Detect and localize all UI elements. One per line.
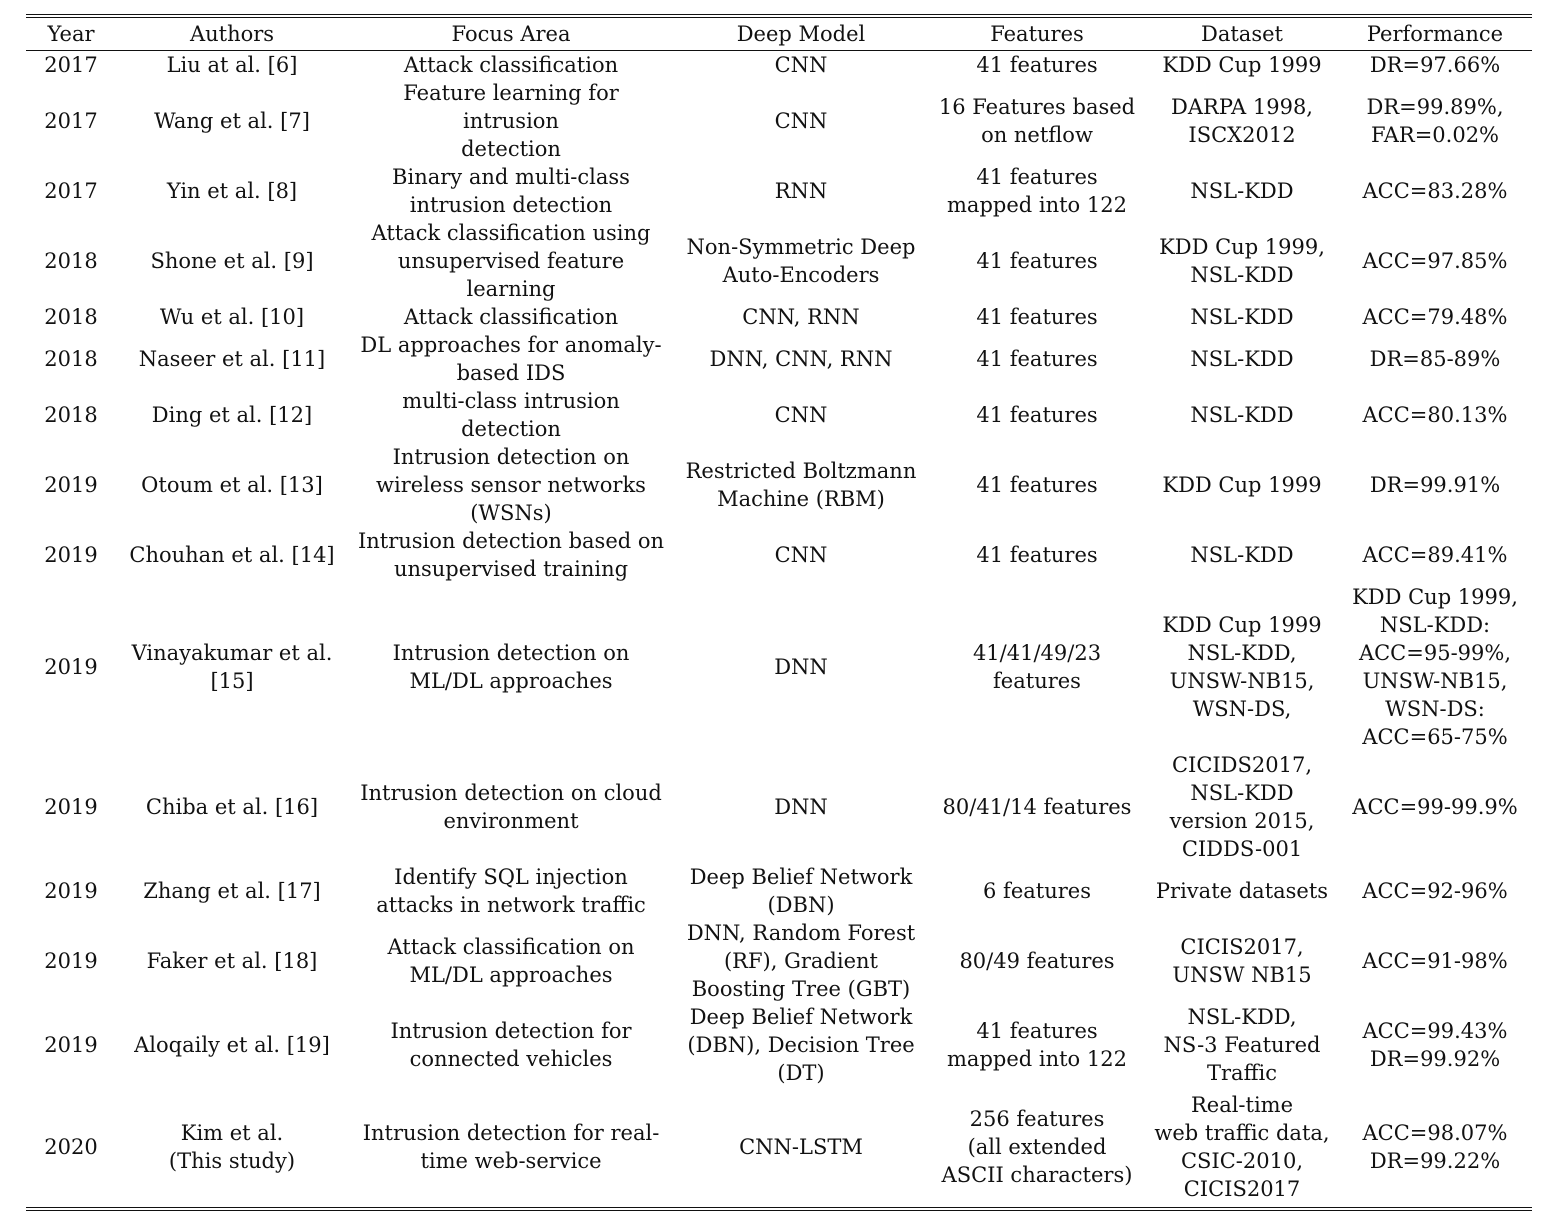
cell-year: 2017 [44, 109, 98, 133]
cell-authors: Yin et al. [8] [166, 179, 298, 203]
cell-authors: Liu at al. [6] [166, 53, 298, 77]
table-row [26, 79, 1532, 163]
cell-year: 2018 [44, 249, 98, 273]
cell-performance: DR=99.89%, FAR=0.02% [1366, 95, 1504, 147]
cell-performance: ACC=83.28% [1362, 179, 1508, 203]
cell-focus: Attack classification [403, 305, 619, 329]
cell-model: CNN [774, 543, 828, 567]
cell-dataset: KDD Cup 1999, NSL-KDD [1159, 235, 1325, 287]
cell-model: DNN [774, 795, 828, 819]
cell-year: 2019 [44, 949, 98, 973]
cell-year: 2019 [44, 879, 98, 903]
cell-features: 6 features [983, 879, 1091, 903]
cell-dataset: NSL-KDD [1190, 403, 1294, 427]
table-row [26, 303, 1532, 331]
cell-dataset: DARPA 1998, ISCX2012 [1171, 95, 1313, 147]
cell-model: Restricted Boltzmann Machine (RBM) [685, 459, 917, 511]
cell-model: Non-Symmetric Deep Auto-Encoders [686, 235, 916, 287]
table-row [26, 919, 1532, 1003]
table-row [26, 443, 1532, 527]
cell-performance: DR=85-89% [1369, 347, 1501, 371]
cell-dataset: NSL-KDD [1190, 179, 1294, 203]
cell-model: DNN, CNN, RNN [709, 347, 893, 371]
cell-dataset: NSL-KDD [1190, 305, 1294, 329]
cell-performance: DR=99.91% [1369, 473, 1501, 497]
cell-features: 41 features [976, 347, 1098, 371]
table-row [26, 583, 1532, 751]
cell-dataset: Real-time web traffic data, CSIC-2010, CICIS2017 [1154, 1093, 1330, 1201]
table-row [26, 51, 1532, 80]
cell-focus: Intrusion detection on wireless sensor networks (WSNs) [376, 445, 646, 525]
cell-year: 2019 [44, 543, 98, 567]
cell-performance: ACC=92-96% [1362, 879, 1508, 903]
cell-performance: ACC=79.48% [1362, 305, 1508, 329]
header-features: Features [990, 22, 1084, 46]
cell-dataset: NSL-KDD, NS-3 Featured Traffic [1163, 1005, 1321, 1085]
cell-authors: Chiba et al. [16] [145, 795, 319, 819]
bottom-rule [26, 1207, 1532, 1211]
cell-features: 41 features [976, 543, 1098, 567]
cell-focus: Attack classification using unsupervised feature learning [371, 221, 651, 301]
cell-performance: ACC=99-99.9% [1352, 795, 1518, 819]
cell-performance: ACC=98.07% DR=99.22% [1362, 1121, 1508, 1173]
cell-focus: DL approaches for anomaly- based IDS [360, 333, 662, 385]
cell-authors: Otoum et al. [13] [141, 473, 323, 497]
cell-features: 256 features (all extended ASCII characters) [941, 1107, 1133, 1187]
cell-focus: Attack classification on ML/DL approaches [387, 935, 635, 987]
cell-features: 41 features [976, 249, 1098, 273]
cell-model: DNN [774, 655, 828, 679]
cell-model: CNN, RNN [742, 305, 860, 329]
header-authors: Authors [189, 22, 275, 46]
table-row [26, 387, 1532, 443]
cell-focus: Attack classification [403, 53, 619, 77]
cell-focus: Intrusion detection for real- time web-service [362, 1121, 660, 1173]
cell-performance: ACC=80.13% [1362, 403, 1508, 427]
cell-focus: Binary and multi-class intrusion detection [392, 165, 630, 217]
cell-dataset: NSL-KDD [1190, 543, 1294, 567]
cell-authors: Wu et al. [10] [159, 305, 305, 329]
cell-dataset: Private datasets [1155, 879, 1329, 903]
cell-focus: multi-class intrusion detection [402, 389, 620, 441]
comparison-table-container [26, 14, 1532, 1211]
cell-dataset: CICIS2017, UNSW NB15 [1172, 935, 1312, 987]
cell-dataset: KDD Cup 1999 [1162, 53, 1322, 77]
cell-authors: Wang et al. [7] [154, 109, 310, 133]
cell-year: 2018 [44, 347, 98, 371]
cell-authors: Aloqaily et al. [19] [134, 1033, 330, 1057]
cell-dataset: CICIDS2017, NSL-KDD version 2015, CIDDS-001 [1169, 753, 1315, 861]
cell-dataset: KDD Cup 1999 NSL-KDD, UNSW-NB15, WSN-DS, [1162, 613, 1322, 721]
table-row [26, 163, 1532, 219]
table-row [26, 331, 1532, 387]
header-year: Year [47, 22, 95, 46]
cell-dataset: NSL-KDD [1190, 347, 1294, 371]
cell-model: CNN [774, 53, 828, 77]
cell-focus: Feature learning for intrusion detection [403, 81, 619, 161]
cell-year: 2017 [44, 179, 98, 203]
cell-authors: Vinayakumar et al. [15] [131, 641, 333, 693]
cell-focus: Identify SQL injection attacks in network traffic [376, 865, 646, 917]
cell-focus: Intrusion detection for connected vehicles [390, 1019, 632, 1071]
header-dataset: Dataset [1201, 22, 1283, 46]
cell-performance: DR=97.66% [1369, 53, 1501, 77]
cell-year: 2019 [44, 795, 98, 819]
cell-year: 2019 [44, 1033, 98, 1057]
cell-year: 2019 [44, 473, 98, 497]
cell-authors: Faker et al. [18] [146, 949, 318, 973]
cell-focus: Intrusion detection on ML/DL approaches [392, 641, 630, 693]
cell-model: Deep Belief Network (DBN), Decision Tree (DT) [687, 1005, 915, 1085]
cell-year: 2019 [44, 655, 98, 679]
cell-year: 2018 [44, 305, 98, 329]
cell-features: 41 features mapped into 122 [947, 165, 1127, 217]
cell-features: 41 features mapped into 122 [947, 1019, 1127, 1071]
cell-model: CNN [774, 109, 828, 133]
comparison-table [26, 18, 1532, 1207]
table-row [26, 751, 1532, 863]
table-row [26, 863, 1532, 919]
cell-year: 2017 [44, 53, 98, 77]
cell-model: CNN-LSTM [739, 1135, 863, 1159]
header-deep-model: Deep Model [736, 22, 866, 46]
table-row [26, 1003, 1532, 1087]
cell-features: 80/49 features [959, 949, 1115, 973]
cell-performance: ACC=91-98% [1362, 949, 1508, 973]
cell-authors: Kim et al. (This study) [168, 1121, 296, 1173]
cell-performance: ACC=89.41% [1362, 543, 1508, 567]
cell-model: CNN [774, 403, 828, 427]
cell-authors: Zhang et al. [17] [143, 879, 321, 903]
cell-performance: ACC=99.43% DR=99.92% [1362, 1019, 1508, 1071]
table-row [26, 527, 1532, 583]
cell-model: Deep Belief Network (DBN) [689, 865, 913, 917]
table-row [26, 219, 1532, 303]
cell-authors: Shone et al. [9] [150, 249, 314, 273]
cell-performance: ACC=97.85% [1362, 249, 1508, 273]
cell-features: 41 features [976, 53, 1098, 77]
cell-authors: Ding et al. [12] [151, 403, 313, 427]
cell-model: DNN, Random Forest (RF), Gradient Boosting Tree (GBT) [686, 921, 916, 1001]
header-focus-area: Focus Area [451, 22, 571, 46]
cell-year: 2020 [44, 1135, 98, 1159]
cell-features: 16 Features based on netflow [938, 95, 1136, 147]
cell-features: 41/41/49/23 features [972, 641, 1102, 693]
cell-features: 41 features [976, 305, 1098, 329]
cell-year: 2018 [44, 403, 98, 427]
header-performance: Performance [1366, 22, 1504, 46]
cell-features: 41 features [976, 403, 1098, 427]
cell-performance: KDD Cup 1999, NSL-KDD: ACC=95-99%, UNSW-NB15, WSN-DS: ACC=65-75% [1352, 585, 1518, 749]
cell-features: 41 features [976, 473, 1098, 497]
cell-features: 80/41/14 features [942, 795, 1132, 819]
cell-authors: Chouhan et al. [14] [129, 543, 335, 567]
cell-authors: Naseer et al. [11] [138, 347, 326, 371]
cell-dataset: KDD Cup 1999 [1162, 473, 1322, 497]
cell-focus: Intrusion detection on cloud environment [360, 781, 662, 833]
cell-focus: Intrusion detection based on unsupervised training [357, 529, 665, 581]
table-row [26, 1087, 1532, 1207]
header-row [26, 18, 1532, 51]
cell-model: RNN [774, 179, 828, 203]
